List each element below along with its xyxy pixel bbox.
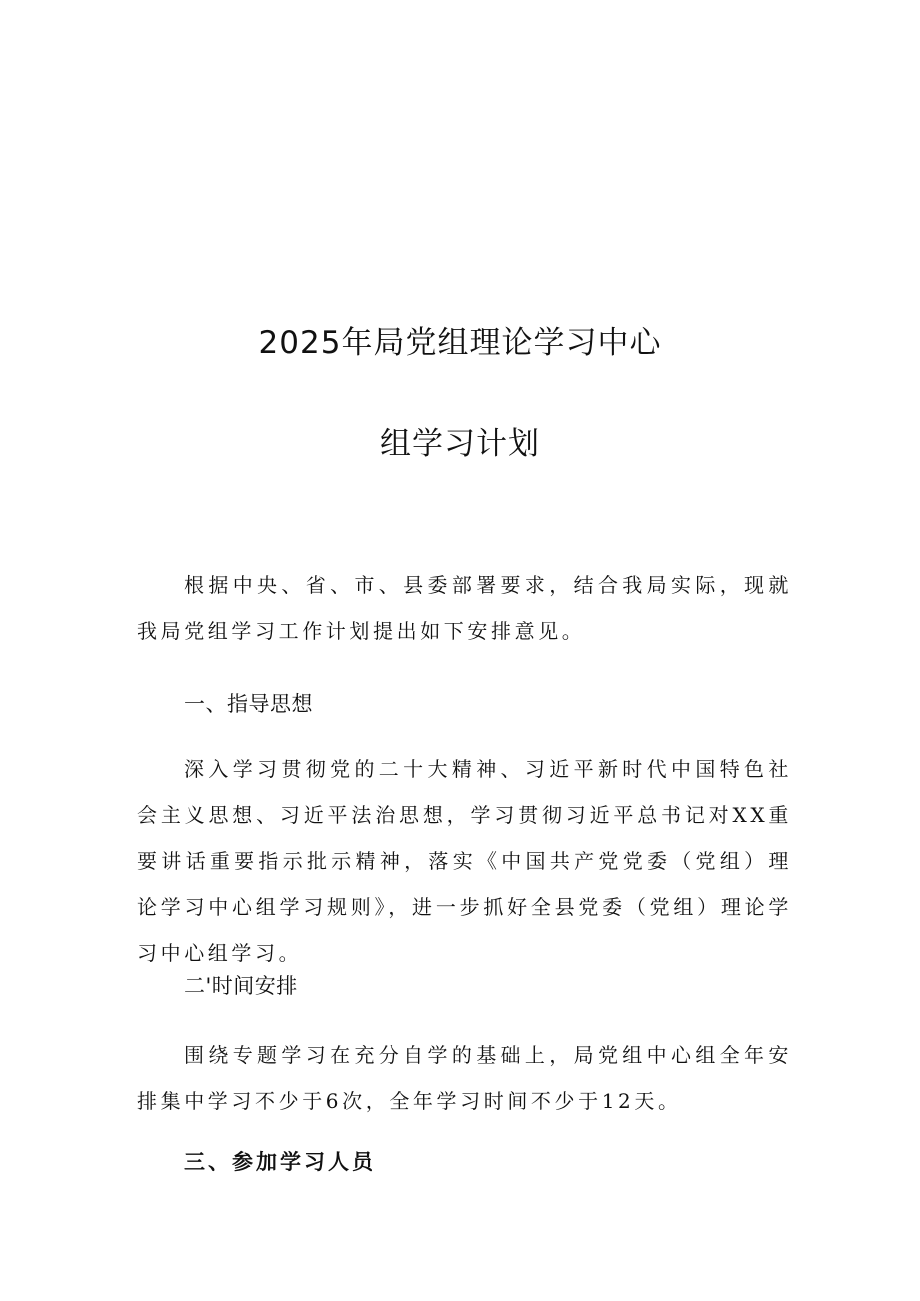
section-paragraph-schedule: 围绕专题学习在充分自学的基础上，局党组中心组全年安排集中学习不少于6次，全年学习时间不少于12天。	[137, 1043, 792, 1113]
section-heading-guiding-ideology: 一、指导思想	[184, 692, 313, 716]
section-heading-schedule: 二'时间安排	[184, 974, 298, 998]
intro-paragraph: 根据中央、省、市、县委部署要求，结合我局实际，现就我局党组学习工作计划提出如下安排意见。	[137, 573, 792, 643]
section-heading-participants: 三、参加学习人员	[184, 1149, 376, 1174]
document-title-line-2: 组学习计划	[380, 426, 540, 462]
section-paragraph-guiding-ideology: 深入学习贯彻党的二十大精神、习近平新时代中国特色社会主义思想、习近平法治思想，学习贯彻习近平总书记对XX重要讲话重要指示批示精神，落实《中国共产党党委（党组）理论学习中心组学习规则》，进一步抓好全县党委（党组）理论学习中心组学习。	[137, 757, 792, 965]
document-title-line-1: 2025年局党组理论学习中心	[258, 325, 662, 361]
